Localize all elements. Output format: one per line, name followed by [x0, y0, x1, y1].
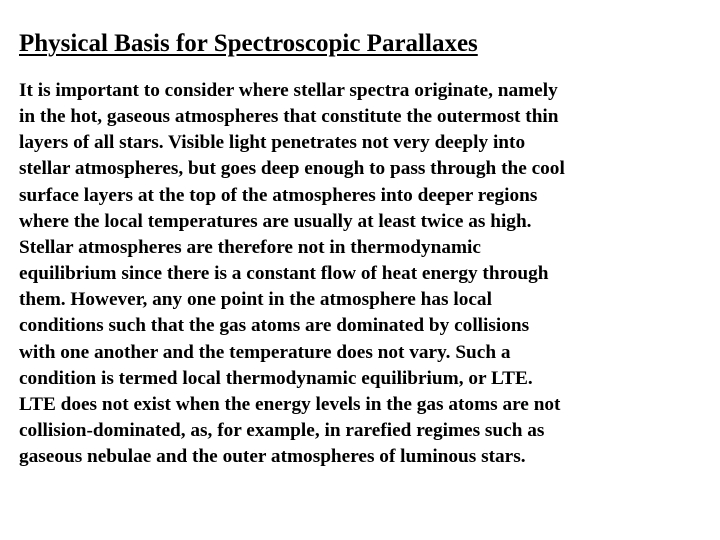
body-line: Stellar atmospheres are therefore not in thermodynamic	[19, 236, 481, 258]
body-line: with one another and the temperature does not vary. Such a	[19, 341, 511, 363]
body-line: stellar atmospheres, but goes deep enough to pass through the cool	[19, 158, 565, 180]
body-line: surface layers at the top of the atmospheres into deeper regions	[19, 184, 538, 206]
body-line: in the hot, gaseous atmospheres that constitute the outermost thin	[19, 106, 559, 128]
body-line: conditions such that the gas atoms are dominated by collisions	[19, 315, 530, 337]
body-paragraph	[19, 78, 709, 470]
body-line: LTE does not exist when the energy levels in the gas atoms are not	[19, 393, 561, 415]
body-line: gaseous nebulae and the outer atmospheres of luminous stars.	[19, 446, 526, 468]
body-line: collision-dominated, as, for example, in rarefied regimes such as	[19, 420, 545, 442]
body-line: condition is termed local thermodynamic equilibrium, or LTE.	[19, 367, 533, 389]
body-line: where the local temperatures are usually at least twice as high.	[19, 210, 532, 232]
body-line: layers of all stars. Visible light penetrates not very deeply into	[19, 132, 526, 154]
body-line: It is important to consider where stellar spectra originate, namely	[19, 80, 558, 101]
body-line: them. However, any one point in the atmosphere has local	[19, 289, 492, 311]
slide-title: Physical Basis for Spectroscopic Parallaxes	[19, 30, 478, 57]
body-line: equilibrium since there is a constant flow of heat energy through	[19, 263, 549, 285]
